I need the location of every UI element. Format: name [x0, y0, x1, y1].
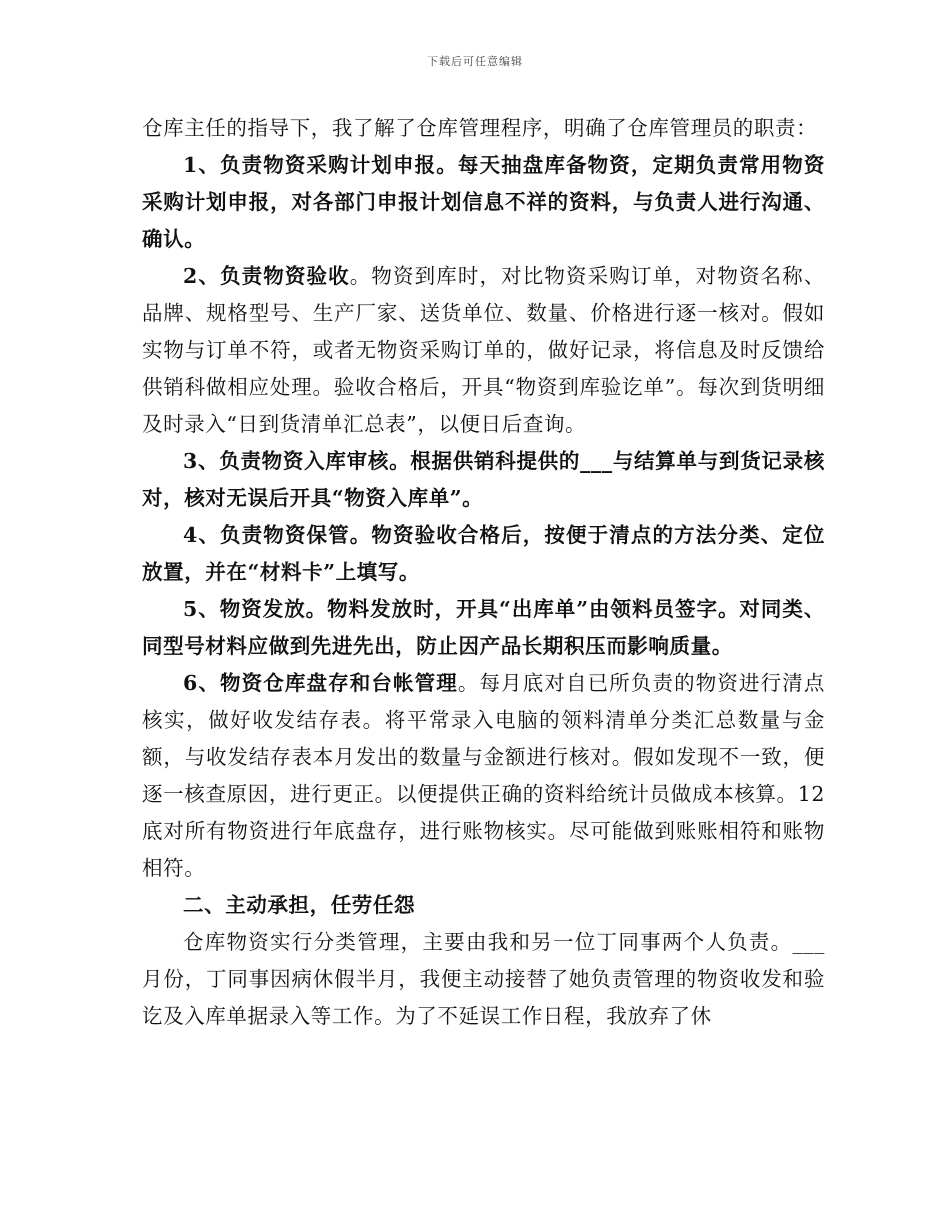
- item-6-text: 。每月底对自已所负责的物资进行清点核实，做好收发结存表。将平常录入电脑的领料清单分类汇总数量与金额，与收发结存表本月发出的数量与金额进行核对。假如发现不一致，便逐一核查原因，进行更正。以便提供正确的资料给统计员做成本核算。12底对所有物资进行年底盘存，进行账物核实。尽可能做到账账相符和账物相符。: [142, 671, 825, 880]
- paragraph-intro: 仓库主任的指导下，我了解了仓库管理程序，明确了仓库管理员的职责：: [142, 116, 818, 140]
- paragraph-section-2: 仓库物资实行分类管理，主要由我和另一位丁同事两个人负责。___月份，丁同事因病休假半月，我便主动接替了她负责管理的物资收发和验讫及入库单据录入等工作。为了不延误工作日程，我放弃了休: [142, 930, 825, 1028]
- paragraph-item-2: [142, 258, 825, 443]
- paragraph-item-3: 3、负责物资入库审核。根据供销科提供的___与结算单与到货记录核对，核对无误后开具“物资入库单”。: [142, 449, 825, 510]
- page-header: 下载后可任意编辑: [427, 55, 523, 68]
- section-heading: 二、主动承担，任劳任怨: [183, 893, 416, 917]
- paragraph-item-4: 4、负责物资保管。物资验收合格后，按便于清点的方法分类、定位放置，并在“材料卡”上填写。: [142, 523, 825, 584]
- paragraph-item-1: 1、负责物资采购计划申报。每天抽盘库备物资，定期负责常用物资采购计划申报，对各部门申报计划信息不祥的资料，与负责人进行沟通、确认。: [142, 153, 825, 251]
- item-6-heading: 6、物资仓库盘存和台帐管理: [183, 671, 458, 695]
- paragraph-item-5: 5、物资发放。物料发放时，开具“出库单”由领料员签字。对同类、同型号材料应做到先进先出，防止因产品长期积压而影响质量。: [142, 597, 825, 658]
- item-2-text: 。物资到库时，对比物资采购订单，对物资名称、品牌、规格型号、生产厂家、送货单位、数量、价格进行逐一核对。假如实物与订单不符，或者无物资采购订单的，做好记录，将信息及时反馈给供销科做相应处理。验收合格后，开具“物资到库验讫单”。每次到货明细及时录入“日到货清单汇总表”，以便日后查询。: [142, 264, 825, 436]
- document-body: [142, 110, 825, 1035]
- item-2-heading: 2、负责物资验收: [183, 264, 350, 288]
- paragraph-item-6: [142, 665, 825, 887]
